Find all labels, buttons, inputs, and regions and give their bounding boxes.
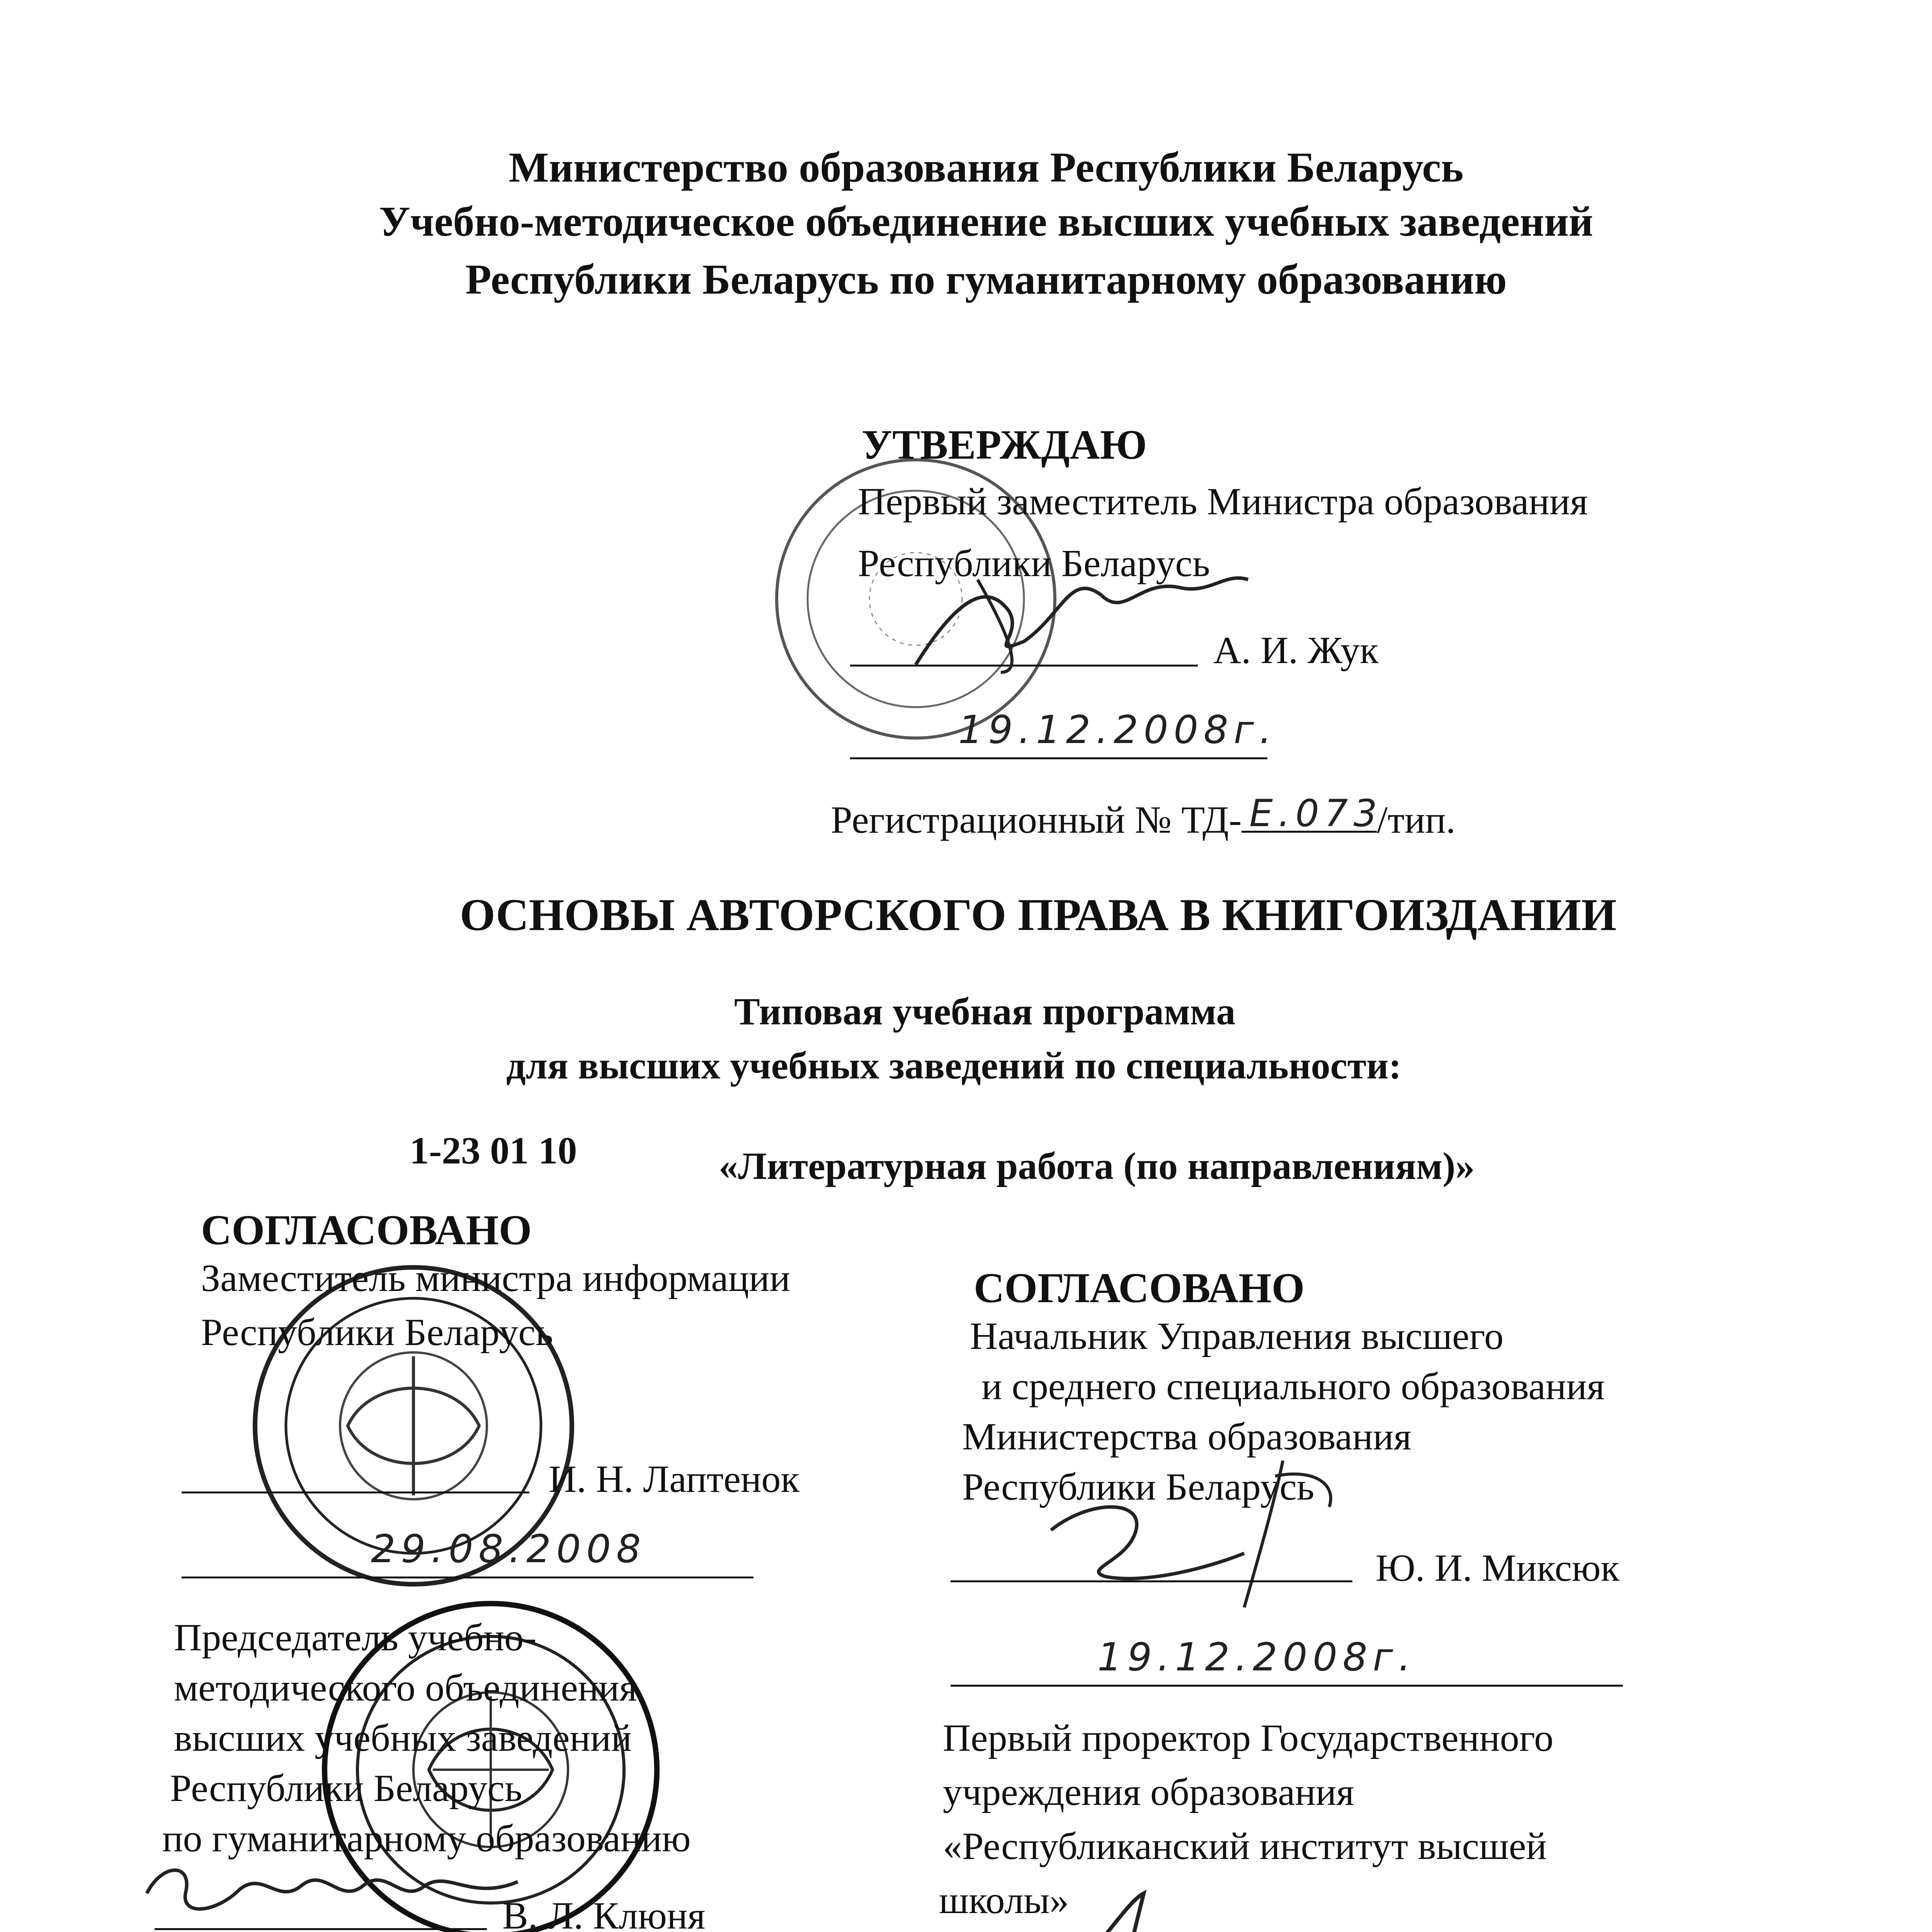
agreement-3-signature-line <box>155 1928 487 1930</box>
specialty-name: «Литературная работа (по направлениям)» <box>719 1145 1475 1187</box>
specialty-code: 1-23 01 10 <box>410 1129 577 1172</box>
document-subtitle-2: для высших учебных заведений по специальности: <box>506 1044 1401 1087</box>
agreement-2-date: 19.12.2008г. <box>1097 1634 1416 1680</box>
document-subtitle-1: Типовая учебная программа <box>734 990 1236 1033</box>
agreement-4-position-line-3: «Республиканский институт высшей <box>943 1825 1547 1867</box>
registration-prefix: Регистрационный № ТД- <box>831 798 1242 841</box>
agreement-2-position-line-3: Министерства образования <box>962 1415 1412 1458</box>
agreement-2-position-line-4: Республики Беларусь <box>962 1465 1315 1508</box>
registration-label <box>831 792 1456 842</box>
umo-line-2: Республики Беларусь по гуманитарному образованию <box>465 256 1507 303</box>
umo-line-1: Учебно-методическое объединение высших учебных заведений <box>379 198 1594 245</box>
agreement-1-heading: СОГЛАСОВАНО <box>201 1206 532 1253</box>
agreement-2-position-line-2: и среднего специального образования <box>981 1365 1605 1408</box>
agreement-1-date-line <box>182 1577 753 1578</box>
agreement-2-date-line <box>951 1685 1623 1687</box>
agreement-1-position-line-2: Республики Беларусь <box>201 1311 553 1354</box>
agreement-3-position-line-2: методического объединения <box>174 1666 637 1709</box>
agreement-1-signature-line <box>182 1492 529 1493</box>
agreement-4-position-line-4: школы» <box>939 1879 1069 1922</box>
approval-position-line-1: Первый заместитель Министра образования <box>858 480 1588 523</box>
agreement-3-signature-icon <box>139 1847 526 1932</box>
approval-signatory-name: А. И. Жук <box>1213 629 1379 672</box>
document-title: ОСНОВЫ АВТОРСКОГО ПРАВА В КНИГОИЗДАНИИ <box>460 889 1617 940</box>
agreement-4-position-line-1: Первый проректор Государственного <box>943 1716 1554 1759</box>
approval-date-line <box>850 757 1267 759</box>
agreement-1-signatory-name: И. Н. Лаптенок <box>549 1458 800 1500</box>
agreement-1-position-line-1: Заместитель министра информации <box>201 1257 791 1299</box>
agreement-3-position-line-5: по гуманитарному образованию <box>162 1817 691 1860</box>
agreement-4-position-line-2: учреждения образования <box>943 1770 1354 1813</box>
agreement-2-heading: СОГЛАСОВАНО <box>974 1264 1305 1311</box>
registration-number: E.073 <box>1249 792 1383 835</box>
ministry-name: Министерство образования Республики Беларусь <box>509 144 1464 191</box>
agreement-4-signature-icon <box>1066 1878 1283 1932</box>
approval-date: 19.12.2008г. <box>958 707 1277 752</box>
agreement-2-signature-line <box>951 1580 1352 1582</box>
agreement-2-signature-icon <box>1043 1453 1391 1615</box>
approval-signature-icon <box>908 556 1256 680</box>
agreement-3-position-line-4: Республики Беларусь <box>170 1767 522 1810</box>
agreement-3-signatory-name: В. Л. Клюня <box>502 1894 706 1932</box>
agreement-3-position-line-3: высших учебных заведений <box>174 1716 632 1759</box>
approval-heading: УТВЕРЖДАЮ <box>862 422 1147 468</box>
registration-number-field <box>1242 792 1383 835</box>
agreement-2-signatory-name: Ю. И. Миксюк <box>1376 1546 1620 1589</box>
agreement-1-date: 29.08.2008 <box>371 1526 646 1571</box>
approval-position-line-2: Республики Беларусь <box>858 542 1210 585</box>
agreement-3-position-line-1: Председатель учебно- <box>174 1616 537 1659</box>
agreement-2-position-line-1: Начальник Управления высшего <box>970 1315 1504 1357</box>
registration-suffix: /тип. <box>1377 798 1456 841</box>
